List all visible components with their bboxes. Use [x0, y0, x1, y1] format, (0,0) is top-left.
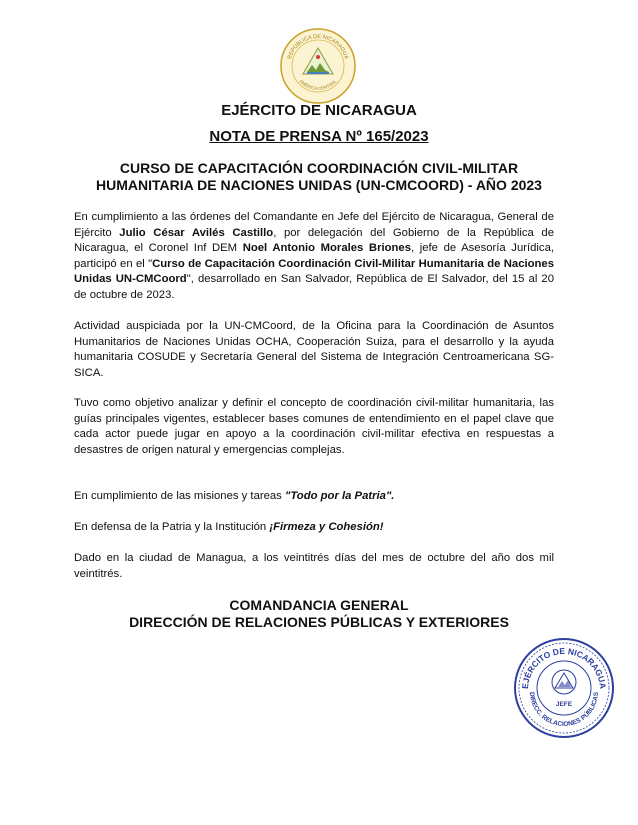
press-release-title: [70, 160, 568, 194]
organization-heading: EJÉRCITO DE NICARAGUA: [221, 102, 417, 119]
p4-text: En cumplimiento de las misiones y tareas: [74, 490, 285, 502]
p1-text-3: , jefe de Asesoría Jurídica, participó en el ": [74, 242, 554, 270]
stamp-center-text: JEFE: [555, 701, 573, 708]
p1-bold-3: Curso de Capacitación Coordinación Civil-Militar Humanitaria de Naciones Unidas UN-CMCoord: [74, 257, 554, 285]
paragraph-5: [74, 520, 554, 536]
paragraph-6: Dado en la ciudad de Managua, a los veintitrés días del mes de octubre del año dos mil veintitrés.: [74, 552, 554, 580]
seal-bottom-text: AMÉRICA CENTRAL: [298, 78, 338, 92]
p1-text-1: En cumplimiento a las órdenes del Comandante en Jefe del Ejército de Nicaragua, General de Ejército: [74, 211, 554, 239]
paragraph-1: [74, 210, 554, 303]
official-stamp-icon: [512, 636, 616, 740]
nicaragua-coat-of-arms-icon: [278, 26, 358, 106]
paragraph-2: Actividad auspiciada por la UN-CMCoord, de la Oficina para la Coordinación de Asuntos Humanitarios de Naciones Unidas OCHA, Cooperación Suiza, para el desarrollo y la ayuda humanitaria COSUDE y Secretaría General del Sistema de Integración Centroamericana SG-SICA.: [74, 320, 554, 379]
stamp-top-text: EJÉRCITO DE NICARAGUA: [519, 645, 609, 690]
press-release-number: NOTA DE PRENSA Nº 165/2023: [209, 128, 429, 145]
signature-line-2: DIRECCIÓN DE RELACIONES PÚBLICAS Y EXTERIORES: [129, 614, 509, 630]
paragraph-4: [74, 489, 554, 505]
p1-text-2: , por delegación del Gobierno de la República de Nicaragua, el Coronel Inf DEM: [74, 226, 554, 254]
seal-top-text: REPÚBLICA DE NICARAGUA: [286, 33, 350, 60]
p1-bold-1: Julio César Avilés Castillo: [119, 226, 274, 239]
p5-motto: ¡Firmeza y Cohesión!: [269, 521, 384, 533]
title-line-2: HUMANITARIA DE NACIONES UNIDAS (UN-CMCOORD) - AÑO 2023: [96, 177, 542, 193]
paragraph-3: Tuvo como objetivo analizar y definir el concepto de coordinación civil-militar humanitaria, las guías principales vigentes, establecer bases comunes de entendimiento en el papel clave que cada actor puede jugar en apoyo a la coordinación civil-militar efectiva en respuestas a desastres de origen natural y emergencias complejas.: [74, 397, 554, 456]
p5-text: En defensa de la Patria y la Institución: [74, 521, 270, 533]
p1-text-4: ", desarrollado en San Salvador, República de El Salvador, del 15 al 20 de octubre de 2023.: [74, 273, 555, 301]
title-line-1: CURSO DE CAPACITACIÓN COORDINACIÓN CIVIL-MILITAR: [119, 160, 519, 176]
p1-bold-2: Noel Antonio Morales Briones: [242, 242, 411, 254]
stamp-bottom-text: DIRECC. RELACIONES PÚBLICAS: [527, 691, 601, 729]
p4-motto: "Todo por la Patria".: [284, 490, 395, 502]
signature-line-1: COMANDANCIA GENERAL: [229, 597, 409, 613]
